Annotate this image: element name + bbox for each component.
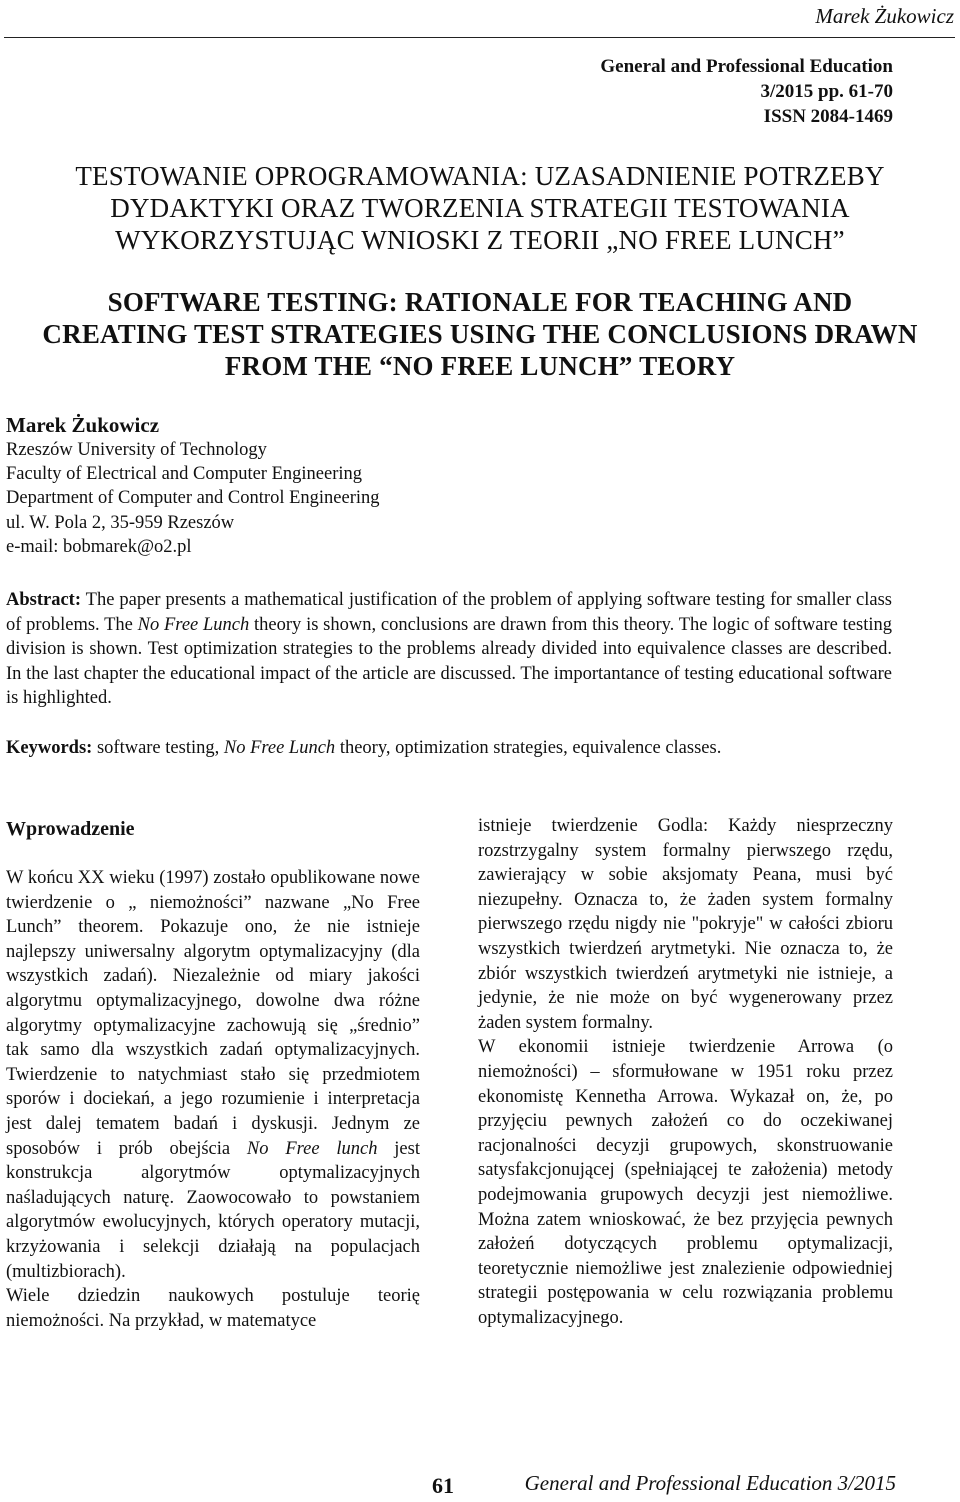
title-polish-line: DYDAKTYKI ORAZ TWORZENIA STRATEGII TESTOWANIA <box>110 193 850 223</box>
title-polish-line: TESTOWANIE OPROGRAMOWANIA: UZASADNIENIE POTRZEBY <box>75 161 885 191</box>
keywords-italic: No Free Lunch <box>223 738 336 758</box>
paragraph: W ekonomii istnieje twierdzenie Arrowa (o niemożności) – sformułowane w 1951 roku przez ekonomistę Kennetha Arrowa. Wykazał on, że, po przyjęciu pewnych założeń co do oczekiwanej racjonalności decyzji grupowych, skonstruowanie satysfakcjonującej (spełniającej te założenia) metody podejmowania grupowych decyzji jest niemożliwe. Można zatem wnioskować, że bez przyjęcia pewnych założeń dotyczących problemu optymalizacji, teoretycznie niemożliwe jest znalezienie odpowiedniej strategii postępowania w celu rozwiązania problemu optymalizacyjnego. <box>478 1037 893 1328</box>
journal-info <box>600 54 893 129</box>
author-address: ul. W. Pola 2, 35-959 Rzeszów <box>6 512 235 533</box>
author-email: e-mail: bobmarek@o2.pl <box>6 536 192 557</box>
abstract-text: The paper presents a mathematical justification of the problem of applying software testing for smaller class of problems. The <box>6 590 892 635</box>
page-number: 61 <box>432 1473 454 1498</box>
paragraph: Wiele dziedzin naukowych postuluje teorię niemożności. Na przykład, w matematyce <box>6 1286 420 1331</box>
keywords-text: theory, optimization strategies, equivalence classes. <box>335 738 722 758</box>
title-english-line: CREATING TEST STRATEGIES USING THE CONCLUSIONS DRAWN <box>42 319 918 349</box>
footer-journal: General and Professional Education 3/2015 <box>524 1471 896 1495</box>
journal-name: General and Professional Education <box>600 56 893 77</box>
author-affiliation <box>6 412 380 559</box>
paragraph: W końcu XX wieku (1997) zostało opublikowane nowe twierdzenie o „ niemożności” nazwane „No Free Lunch” theorem. Pokazuje ono, że nie istnieje najlepszy uniwersalny algorytm optymalizacyjny (dla wszystkich zadań). Niezależnie od miary jakości algorytmu optymalizacyjnego, dowolne dwa różne algorytmy optymalizacyjne zachowują się „średnio” tak samo dla wszystkich zadań optymalizacyjnych. Twierdzenie to natychmiast stało się przedmiotem sporów i dociekań, a jego rozumienie i interpretacja jest dalej tematem badań i dyskusji. Jednym ze sposobów i prób obejścia No Free lunch jest konstrukcja algorytmów optymalizacyjnych naśladujących naturę. Zaowocowało to powstaniem algorytmów ewolucyjnych, których operatory mutacji, krzyżowania i selekcji działają na populacjach (multizbiorach). <box>6 868 420 1282</box>
title-polish <box>0 160 960 256</box>
title-english-line: FROM THE “NO FREE LUNCH” TEORY <box>224 351 736 381</box>
abstract <box>6 588 892 711</box>
author-faculty: Faculty of Electrical and Computer Engineering <box>6 464 363 485</box>
abstract-italic: No Free Lunch <box>137 614 250 635</box>
keywords <box>6 736 906 760</box>
italic-term: No Free lunch <box>246 1138 378 1159</box>
abstract-label: Abstract: <box>6 590 82 610</box>
header-divider <box>4 37 955 38</box>
abstract-text: theory is shown, conclusions are drawn from this theory. The logic of software testing division is shown. Test optimization strategies to the problems already divided into equivalence classes are described. In the last chapter the educational impact of the article are discussed. The importantance of testing educational software is highlighted. <box>6 614 892 708</box>
author-university: Rzeszów University of Technology <box>6 440 267 460</box>
running-header-author: Marek Żukowicz <box>815 4 954 28</box>
title-english-line: SOFTWARE TESTING: RATIONALE FOR TEACHING AND <box>107 287 853 317</box>
left-column <box>6 816 420 1333</box>
journal-issn: ISSN 2084-1469 <box>763 106 893 127</box>
keywords-text: software testing, <box>92 738 224 758</box>
right-column <box>478 814 893 1330</box>
paragraph: istnieje twierdzenie Godla: Każdy niesprzeczny rozstrzygalny system formalny pierwszego rzędu, zawierający w sobie aksjomaty Peana, musi być niezupełny. Oznacza to, że żaden system formalny pierwszego rzędu nigdy nie "pokryje" w całości zbioru wszystkich twierdzeń arytmetyki. Nie oznacza to, że zbiór wszystkich twierdzeń arytmetyki nie istnieje, a jedynie, że nie może on być wygenerowany przez żaden system formalny. <box>478 816 893 1033</box>
keywords-label: Keywords: <box>6 738 93 758</box>
title-english <box>0 286 960 382</box>
author-department: Department of Computer and Control Engineering <box>6 488 380 509</box>
title-polish-line: WYKORZYSTUJĄC WNIOSKI Z TEORII „NO FREE LUNCH” <box>115 225 845 255</box>
author-name: Marek Żukowicz <box>6 413 160 437</box>
journal-issue: 3/2015 pp. 61-70 <box>760 81 893 102</box>
section-heading: Wprowadzenie <box>6 818 135 840</box>
